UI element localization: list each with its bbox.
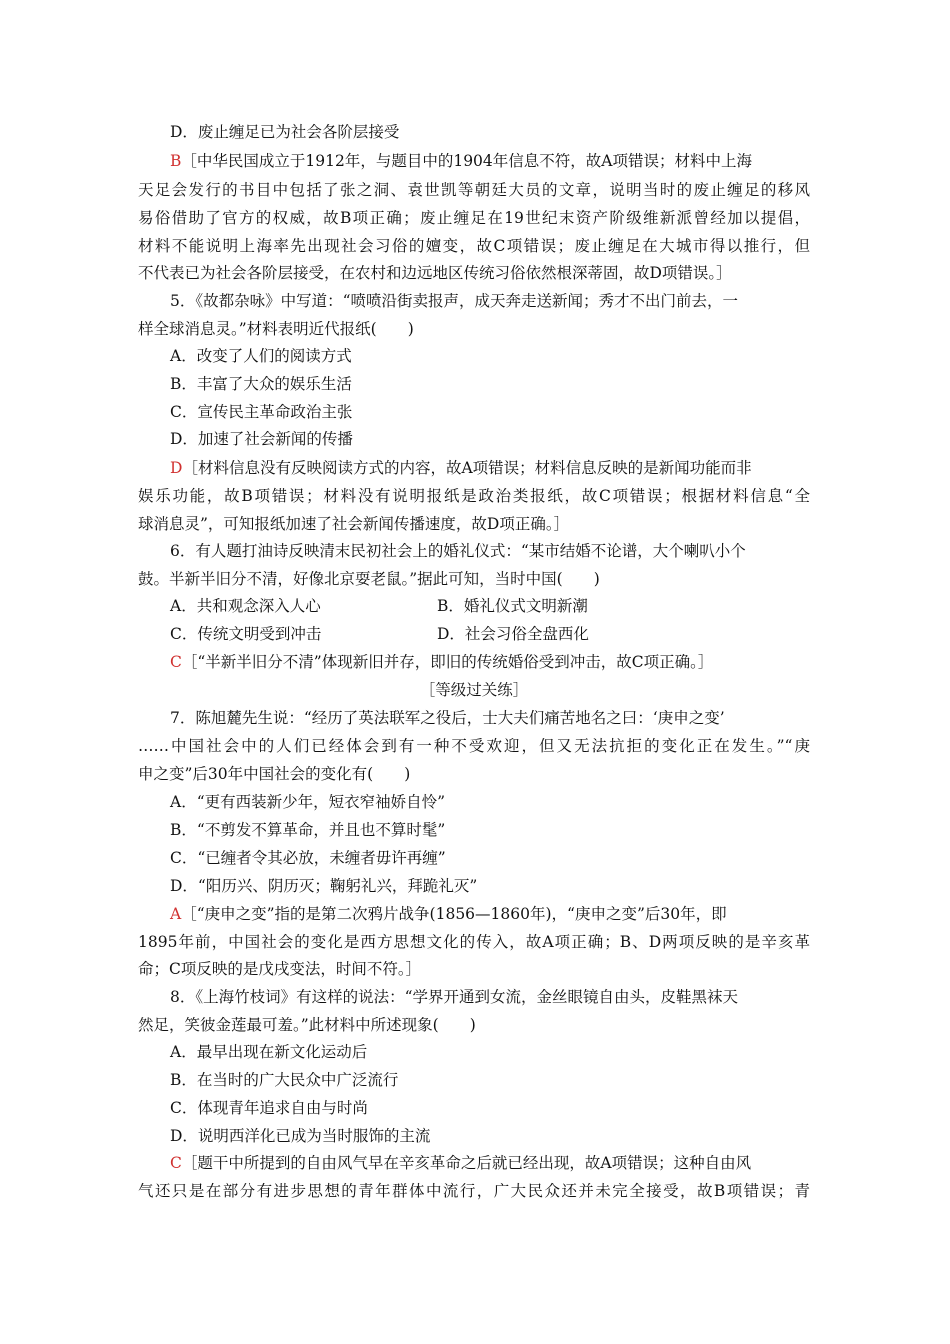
- q7-option-a: A．“更有西装新少年，短衣窄袖娇自怜”: [170, 793, 446, 811]
- q5-option-b: B．丰富了大众的娱乐生活: [170, 375, 352, 393]
- q7-stem-line2: ……中国社会中的人们已经体会到有一种不受欢迎，但又无法抗拒的变化正在发生。”“庚: [138, 737, 810, 755]
- q8-explanation-line2: 气还只是在部分有进步思想的青年群体中流行，广大民众还并未完全接受，故B项错误；青: [138, 1182, 810, 1200]
- q5-option-a: A．改变了人们的阅读方式: [170, 347, 352, 365]
- q4-explanation-line4: 材料不能说明上海率先出现社会习俗的嬗变，故C项错误；废止缠足在大城市得以推行，但: [138, 237, 810, 255]
- q7-option-d: D．“阳历兴、阴历灭；鞠躬礼兴，拜跪礼灭”: [170, 877, 478, 895]
- q6-option-c: C．传统文明受到冲击: [170, 625, 322, 643]
- q6-explanation-line1: C［“半新半旧分不清”体现新旧并存，即旧的传统婚俗受到冲击，故C项正确。］: [170, 653, 714, 671]
- q5-explanation-line3: 球消息灵”，可知报纸加速了社会新闻传播速度，故D项正确。］: [138, 515, 570, 533]
- q8-stem-line1: 8．《上海竹枝词》有这样的说法：“学界开通到女流，金丝眼镜自由头，皮鞋黑袜天: [170, 988, 739, 1006]
- q6-option-b: B．婚礼仪式文明新潮: [437, 597, 588, 615]
- q6-option-d: D．社会习俗全盘西化: [437, 625, 589, 643]
- q5-stem-line2: 样全球消息灵。”材料表明近代报纸( ): [138, 320, 414, 338]
- section-title: ［等级过关练］: [419, 681, 529, 699]
- q7-stem-line1: 7．陈旭麓先生说：“经历了英法联军之役后，士大夫们痛苦地名之曰：‘庚申之变’: [170, 709, 725, 727]
- q5-stem-line1: 5．《故都杂咏》中写道：“喷喷沿街卖报声，成天奔走送新闻；秀才不出门前去，一: [170, 292, 739, 310]
- q7-explanation-line3: 命；C项反映的是戊戌变法，时间不符。］: [138, 960, 422, 978]
- q5-option-d: D．加速了社会新闻的传播: [170, 430, 353, 448]
- q4-explanation-line3: 易俗借助了官方的权威，故B项正确；废止缠足在19世纪末资产阶级维新派曾经加以提倡，: [138, 209, 810, 227]
- q8-option-d: D．说明西洋化已成为当时服饰的主流: [170, 1127, 431, 1145]
- q7-stem-line3: 申之变”后30年中国社会的变化有( ): [138, 765, 411, 783]
- q8-stem-line2: 然足，笑彼金莲最可羞。”此材料中所述现象( ): [138, 1016, 476, 1034]
- q5-option-c: C．宣传民主革命政治主张: [170, 403, 353, 421]
- q5-explanation-line1: D［材料信息没有反映阅读方式的内容，故A项错误；材料信息反映的是新闻功能而非: [170, 459, 752, 477]
- q8-option-c: C．体现青年追求自由与时尚: [170, 1099, 368, 1117]
- q8-option-b: B．在当时的广大民众中广泛流行: [170, 1071, 399, 1089]
- q7-explanation-line1: A［“庚申之变”指的是第二次鸦片战争(1856—1860年)，“庚申之变”后30年，即: [170, 905, 727, 923]
- q7-option-b: B．“不剪发不算革命，并且也不算时髦”: [170, 821, 446, 839]
- q4-answer: B: [170, 152, 182, 170]
- q7-answer: A: [170, 905, 182, 923]
- q4-explanation-line5: 不代表已为社会各阶层接受，在农村和边远地区传统习俗依然根深蒂固，故D项错误。］: [138, 264, 732, 282]
- q4-option-d: D．废止缠足已为社会各阶层接受: [170, 123, 400, 141]
- q4-explanation-line2: 天足会发行的书目中包括了张之洞、袁世凯等朝廷大员的文章，说明当时的废止缠足的移风: [138, 181, 810, 199]
- q6-option-a: A．共和观念深入人心: [170, 597, 321, 615]
- q6-answer: C: [170, 653, 182, 671]
- q5-explanation-line2: 娱乐功能，故B项错误；材料没有说明报纸是政治类报纸，故C项错误；根据材料信息“全: [138, 487, 810, 505]
- q4-explanation-line1: B［中华民国成立于1912年，与题目中的1904年信息不符，故A项错误；材料中上海: [170, 152, 752, 170]
- q8-explanation-line1: C［题干中所提到的自由风气早在辛亥革命之后就已经出现，故A项错误；这种自由风: [170, 1154, 752, 1172]
- q8-answer: C: [170, 1154, 182, 1172]
- q6-stem-line2: 鼓。半新半旧分不清，好像北京耍老鼠。”据此可知，当时中国( ): [138, 570, 600, 588]
- q5-answer: D: [170, 459, 183, 477]
- q7-explanation-line2: 1895年前，中国社会的变化是西方思想文化的传入，故A项正确；B、D两项反映的是辛亥革: [138, 933, 810, 951]
- q6-stem-line1: 6．有人题打油诗反映清末民初社会上的婚礼仪式：“某市结婚不论谱，大个喇叭小个: [170, 542, 746, 560]
- q7-option-c: C．“已缠者令其必放，未缠者毋许再缠”: [170, 849, 446, 867]
- q8-option-a: A．最早出现在新文化运动后: [170, 1043, 368, 1061]
